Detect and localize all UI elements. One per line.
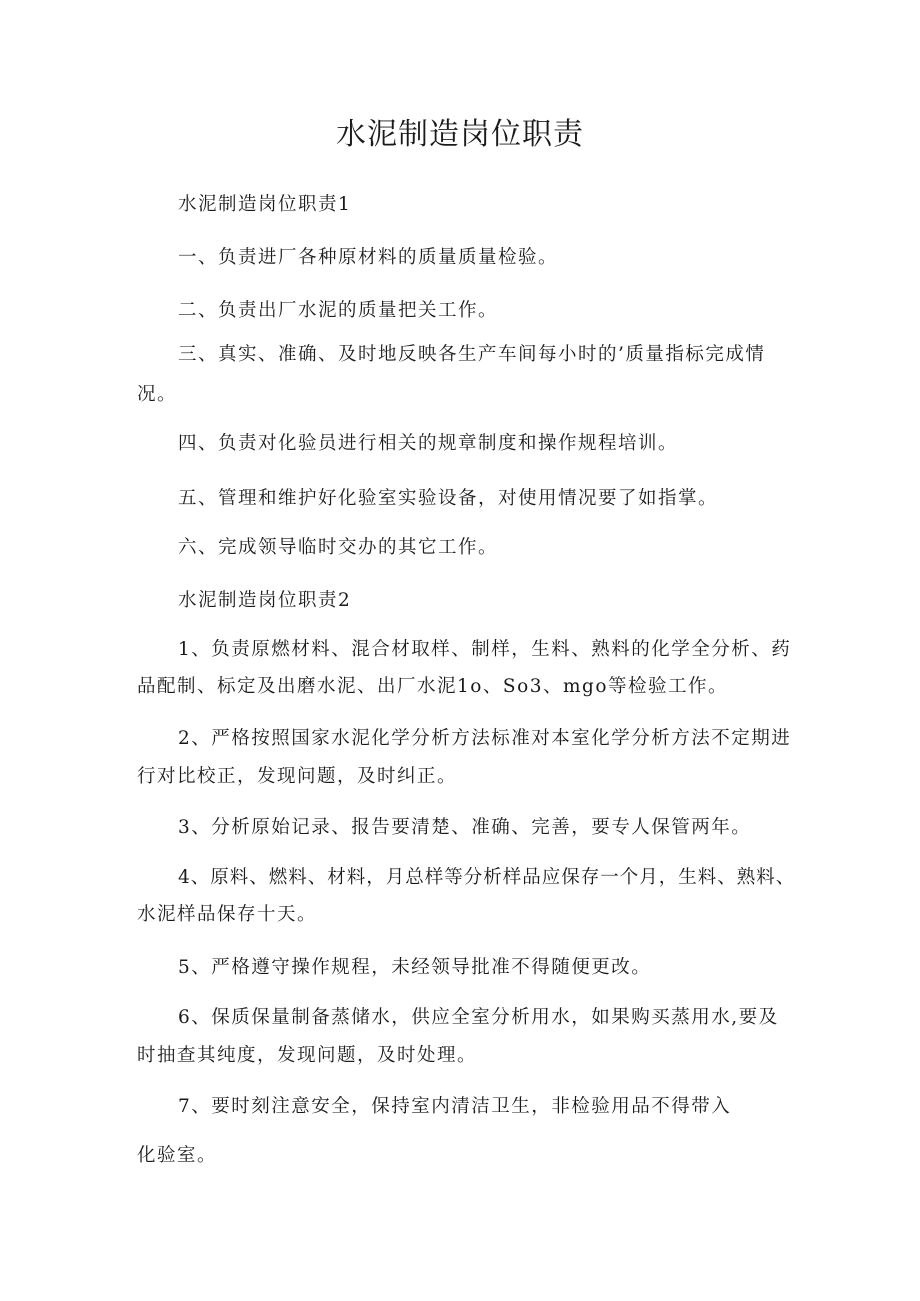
paragraph-line: 五、管理和维护好化验室实验设备，对使用情况要了如指掌。 xyxy=(178,488,719,509)
paragraph-line: 7、要时刻注意安全，保持室内清洁卫生，非检验用品不得带入 xyxy=(178,1096,732,1117)
paragraph-line: 水泥样品保存十天。 xyxy=(137,904,318,925)
paragraph-line: 行对比校正，发现问题，及时纠正。 xyxy=(137,766,458,787)
paragraph-line: 4、原料、燃料、材料，月总样等分析样品应保存一个月，生料、熟料、 xyxy=(178,867,796,888)
paragraph-line: 5、严格遵守操作规程，未经领导批准不得随便更改。 xyxy=(178,957,652,978)
paragraph-line: 2、严格按照国家水泥化学分析方法标准对本室化学分析方法不定期进 xyxy=(178,728,792,749)
document-title: 水泥制造岗位职责 xyxy=(336,117,584,152)
paragraph-line: 六、完成领导临时交办的其它工作。 xyxy=(178,537,499,558)
paragraph-line: 时抽查其纯度，发现问题，及时处理。 xyxy=(137,1045,478,1066)
paragraph-line: 四、负责对化验员进行相关的规章制度和操作规程培训。 xyxy=(178,433,679,454)
paragraph-line: 化验室。 xyxy=(137,1145,218,1166)
paragraph-line: 三、真实、准确、及时地反映各生产车间每小时的’质量指标完成情 xyxy=(178,344,766,365)
section-heading-2: 水泥制造岗位职责2 xyxy=(178,590,352,611)
paragraph-line: 况。 xyxy=(137,384,178,405)
paragraph-line: 6、保质保量制备蒸储水，供应全室分析用水，如果购买蒸用水,要及 xyxy=(178,1007,779,1028)
paragraph-line: 品配制、标定及出磨水泥、出厂水泥1o、So3、mgo等检验工作。 xyxy=(137,676,729,697)
paragraph-line: 二、负责出厂水泥的质量把关工作。 xyxy=(178,300,499,321)
section-heading-1: 水泥制造岗位职责1 xyxy=(178,194,352,215)
paragraph-line: 3、分析原始记录、报告要清楚、准确、完善，要专人保管两年。 xyxy=(178,817,752,838)
paragraph-line: 一、负责进厂各种原材料的质量质量检验。 xyxy=(178,247,559,268)
paragraph-line: 1、负责原燃材料、混合材取样、制样，生料、熟料的化学全分析、药 xyxy=(178,639,792,660)
